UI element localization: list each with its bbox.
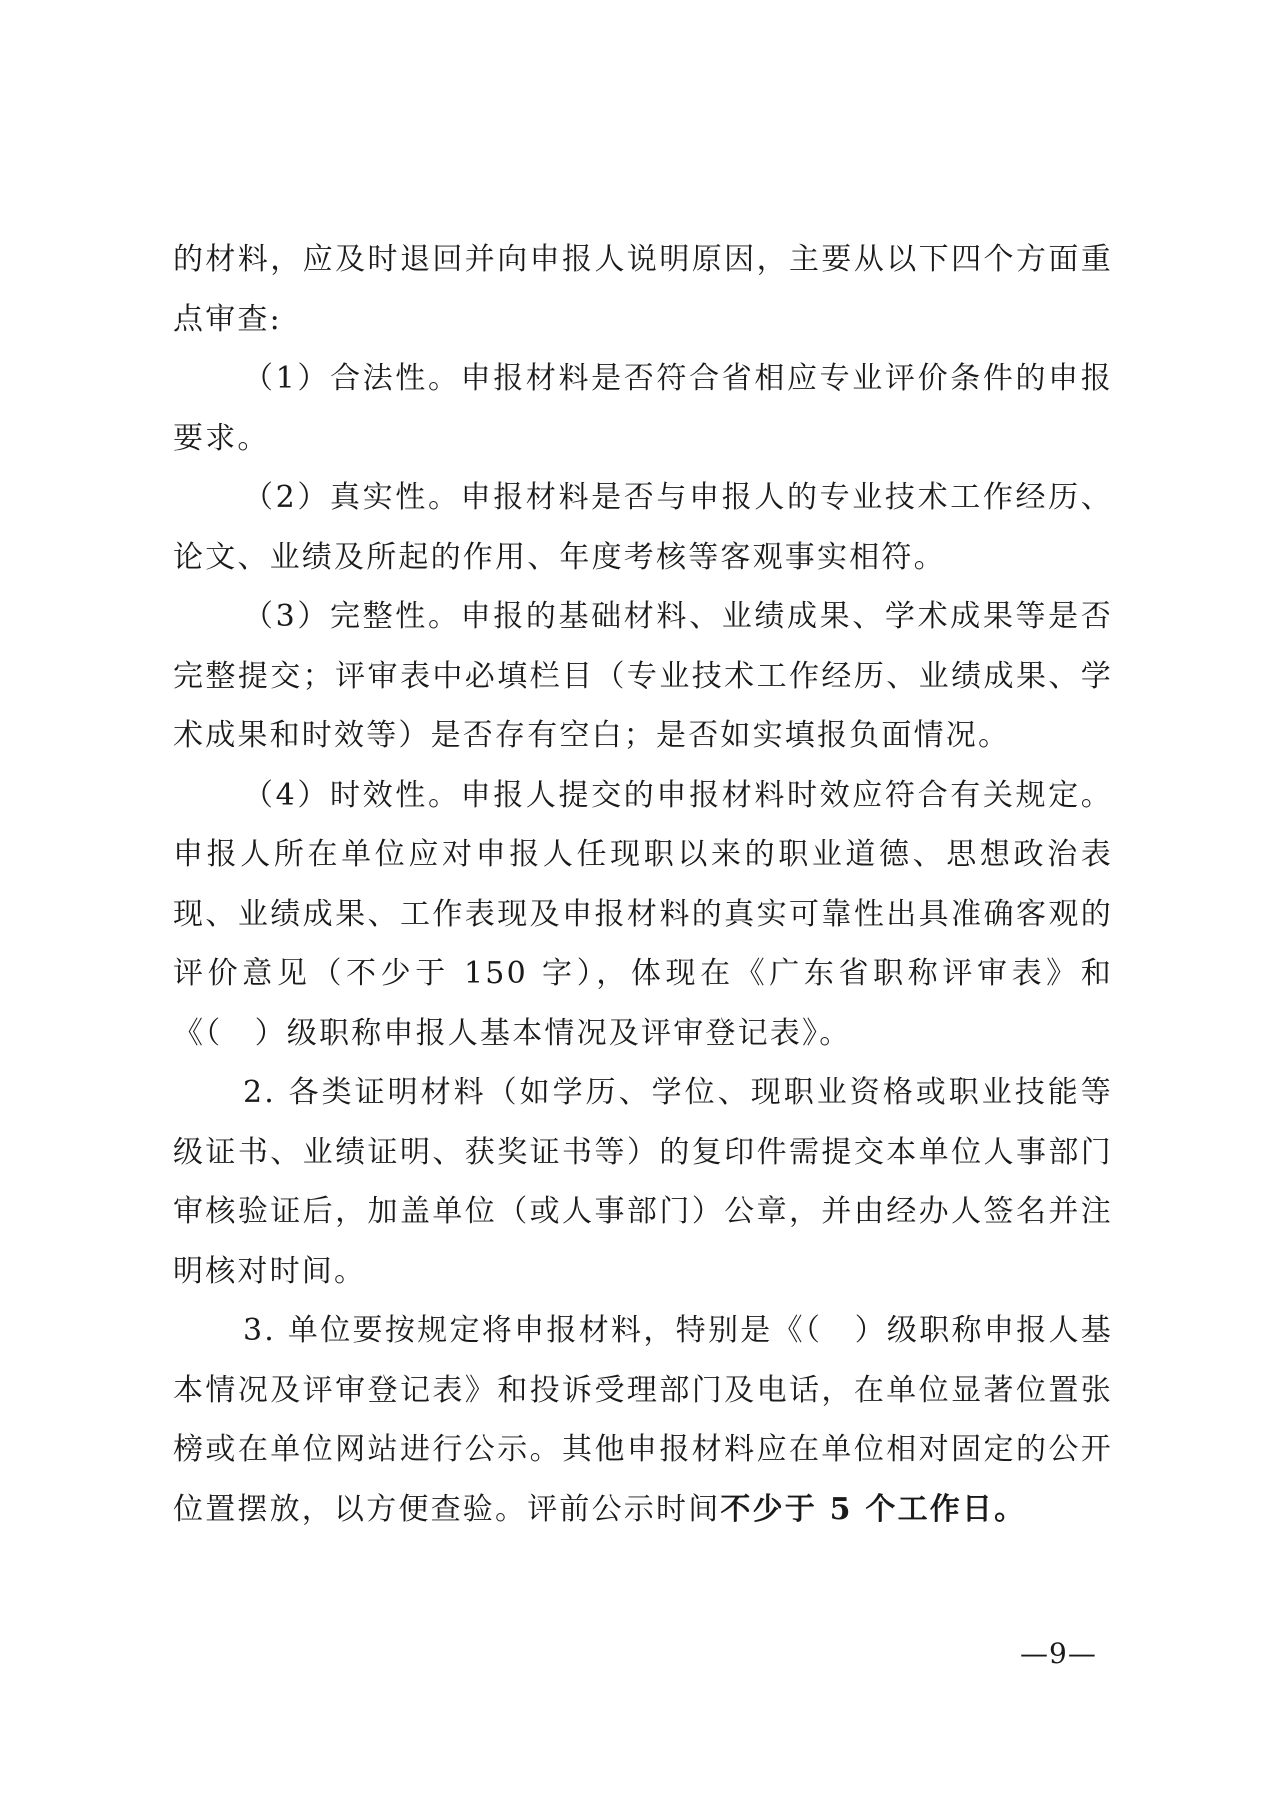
paragraph-authenticity: （2）真实性。申报材料是否与申报人的专业技术工作经历、论文、业绩及所起的作用、年度考核等客观事实相符。: [173, 480, 1113, 575]
paragraph-intro: 的材料，应及时退回并向申报人说明原因，主要从以下四个方面重点审查:: [173, 242, 1113, 337]
paragraph-timeliness: （4）时效性。申报人提交的申报材料时效应符合有关规定。申报人所在单位应对申报人任现职以来的职业道德、思想政治表现、业绩成果、工作表现及申报材料的真实可靠性出具准确客观的评价意见（不少于 150 字），体现在《广东省职称评审表》和《（ ）级职称申报人基本情况及评审登记表》。: [173, 777, 1113, 1051]
document-body: [173, 230, 1113, 1539]
paragraph-publicity: [173, 1301, 1113, 1539]
paragraph-completeness: （3）完整性。申报的基础材料、业绩成果、学术成果等是否完整提交；评审表中必填栏目（专业技术工作经历、业绩成果、学术成果和时效等）是否存有空白；是否如实填报负面情况。: [173, 599, 1113, 753]
publicity-text: 3. 单位要按规定将申报材料，特别是《（ ）级职称申报人基本情况及评审登记表》和投诉受理部门及电话，在单位显著位置张榜或在单位网站进行公示。其他申报材料应在单位相对固定的公开位置摆放，以方便查验。评前公示时间: [173, 1313, 1113, 1527]
paragraph-legality: （1）合法性。申报材料是否符合省相应专业评价条件的申报要求。: [173, 361, 1113, 456]
publicity-duration: 不少于 5 个工作日。: [720, 1491, 1027, 1527]
paragraph-certificates: 2. 各类证明材料（如学历、学位、现职业资格或职业技能等级证书、业绩证明、获奖证书等）的复印件需提交本单位人事部门审核验证后，加盖单位（或人事部门）公章，并由经办人签名并注明核对时间。: [173, 1075, 1113, 1289]
page-number: —9—: [1020, 1637, 1097, 1670]
